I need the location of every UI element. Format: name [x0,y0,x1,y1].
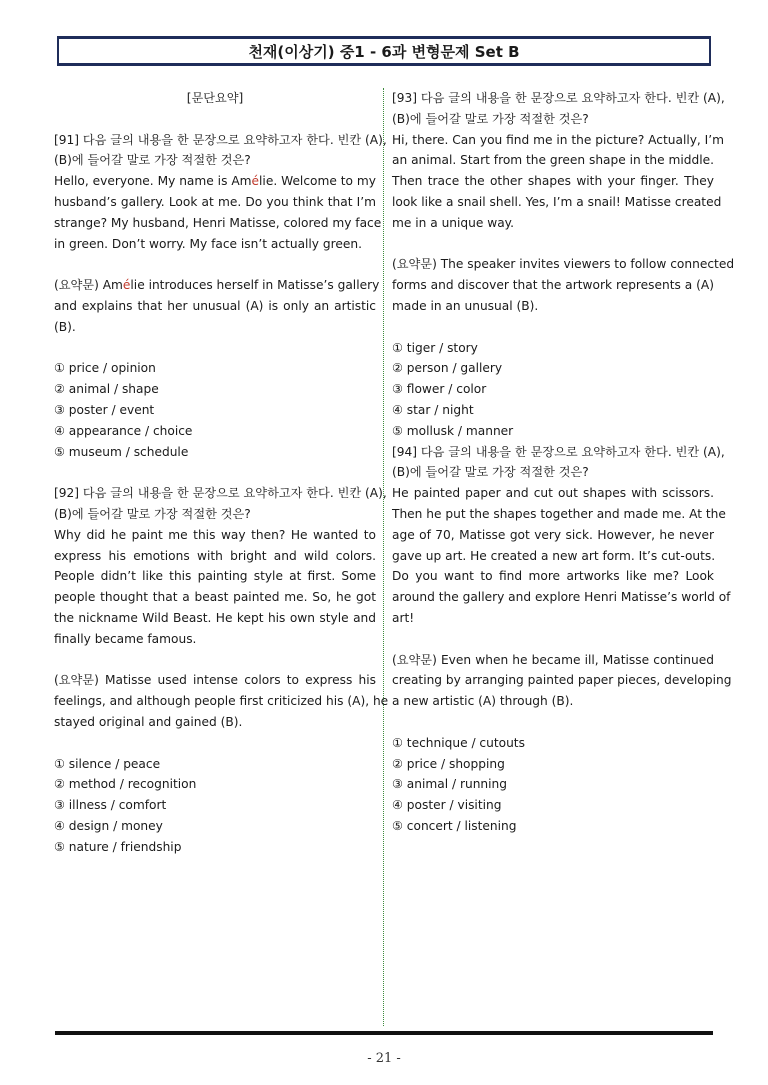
summary-line: (요약문) Matisse used intense colors to express his [54,673,376,688]
answer-option: ② method / recognition [54,777,197,792]
footer-rule [55,1031,713,1035]
question-prompt: (B)에 들어갈 말로 가장 적절한 것은? [392,465,589,480]
passage-line: in green. Don’t worry. My face isn’t actually green. [54,236,362,251]
passage-line: Hi, there. Can you find me in the picture? Actually, I’m [392,132,725,147]
summary-line: (요약문) Even when he became ill, Matisse continued [392,652,714,667]
summary-line: (B). [54,319,76,334]
summary-line: creating by arranging painted paper pieces, developing [392,673,732,688]
passage-line: an animal. Start from the green shape in the middle. [392,153,714,168]
question-91 [54,130,387,463]
summary-line: and explains that her unusual (A) is only an artistic [54,298,376,313]
answer-option: ④ design / money [54,818,163,833]
passage-line: the nickname Wild Beast. He kept his own style and [54,610,376,625]
answer-option: ③ illness / comfort [54,798,167,813]
passage-line: Hello, everyone. My name is Amélie. Welcome to my [54,174,376,189]
left-column [54,88,389,857]
passage-line: Then he put the shapes together and made me. At the [392,506,726,521]
question-prompt: (B)에 들어갈 말로 가장 적절한 것은? [54,153,251,168]
summary-line: feelings, and although people first criticized his (A), he [54,694,389,709]
answer-option: ③ animal / running [392,777,507,792]
question-prompt: (B)에 들어갈 말로 가장 적절한 것은? [54,506,251,521]
passage-line: Why did he paint me this way then? He wanted to [54,527,376,542]
answer-option: ③ flower / color [392,382,487,397]
passage-line: look like a snail shell. Yes, I’m a snail! Matisse created [392,194,722,209]
answer-option: ② price / shopping [392,756,505,771]
question-93 [392,88,735,442]
answer-option: ⑤ museum / schedule [54,444,189,459]
column-divider [383,88,384,1026]
answer-option: ② animal / shape [54,382,159,397]
passage-line: Do you want to find more artworks like me? Look [392,569,714,584]
answer-option: ① price / opinion [54,361,156,376]
question-prompt: (B)에 들어갈 말로 가장 적절한 것은? [392,111,589,126]
summary-line: (요약문) The speaker invites viewers to follow connected [392,257,735,272]
page-number: - 21 - [367,1051,401,1066]
answer-option: ④ star / night [392,402,474,417]
answer-option: ④ appearance / choice [54,423,193,438]
passage-line: He painted paper and cut out shapes with scissors. [392,486,714,501]
answer-option: ② person / gallery [392,361,503,376]
section-label: [문단요약] [186,91,244,105]
answer-option: ③ poster / event [54,402,155,417]
answer-option: ④ poster / visiting [392,798,502,813]
passage-line: gave up art. He created a new art form. It’s cut-outs. [392,548,716,563]
page-title: 천재(이상기) 중1 - 6과 변형문제 Set B [248,42,520,61]
question-prompt: [92] 다음 글의 내용을 한 문장으로 요약하고자 한다. 빈칸 (A), [54,486,387,501]
passage-line: Then trace the other shapes with your finger. They [392,174,714,189]
passage-line: around the gallery and explore Henri Matisse’s world of [392,590,731,605]
question-94 [392,442,732,837]
summary-line: a new artistic (A) through (B). [392,694,574,709]
passage-line: express his emotions with bright and wild colors. [54,548,376,563]
passage-line: people thought that a beast painted me. So, he got [54,590,376,605]
answer-option: ① tiger / story [392,340,478,355]
question-prompt: [93] 다음 글의 내용을 한 문장으로 요약하고자 한다. 빈칸 (A), [392,91,725,105]
summary-line: (요약문) Amélie introduces herself in Matisse’s gallery [54,278,380,293]
title-underline [57,64,711,66]
passage-line: husband’s gallery. Look at me. Do you think that I’m [54,194,376,209]
passage-line: art! [392,610,415,625]
passage-line: People didn’t like this painting style at first. Some [54,569,376,584]
question-prompt: [91] 다음 글의 내용을 한 문장으로 요약하고자 한다. 빈칸 (A), [54,132,387,147]
page-title-box [57,36,711,64]
summary-line: forms and discover that the artwork represents a (A) [392,278,714,293]
answer-option: ⑤ nature / friendship [54,839,182,854]
passage-line: me in a unique way. [392,215,515,230]
passage-line: age of 70, Matisse got very sick. However, he never [392,527,714,542]
answer-option: ⑤ mollusk / manner [392,423,514,438]
passage-line: finally became famous. [54,631,197,646]
question-prompt: [94] 다음 글의 내용을 한 문장으로 요약하고자 한다. 빈칸 (A), [392,444,725,459]
passage-line: strange? My husband, Henri Matisse, colored my face [54,215,382,230]
summary-line: stayed original and gained (B). [54,714,243,729]
right-column [392,88,735,837]
answer-option: ⑤ concert / listening [392,818,517,833]
summary-line: made in an unusual (B). [392,298,539,313]
answer-option: ① silence / peace [54,756,161,771]
question-92 [54,483,389,857]
answer-option: ① technique / cutouts [392,735,525,750]
